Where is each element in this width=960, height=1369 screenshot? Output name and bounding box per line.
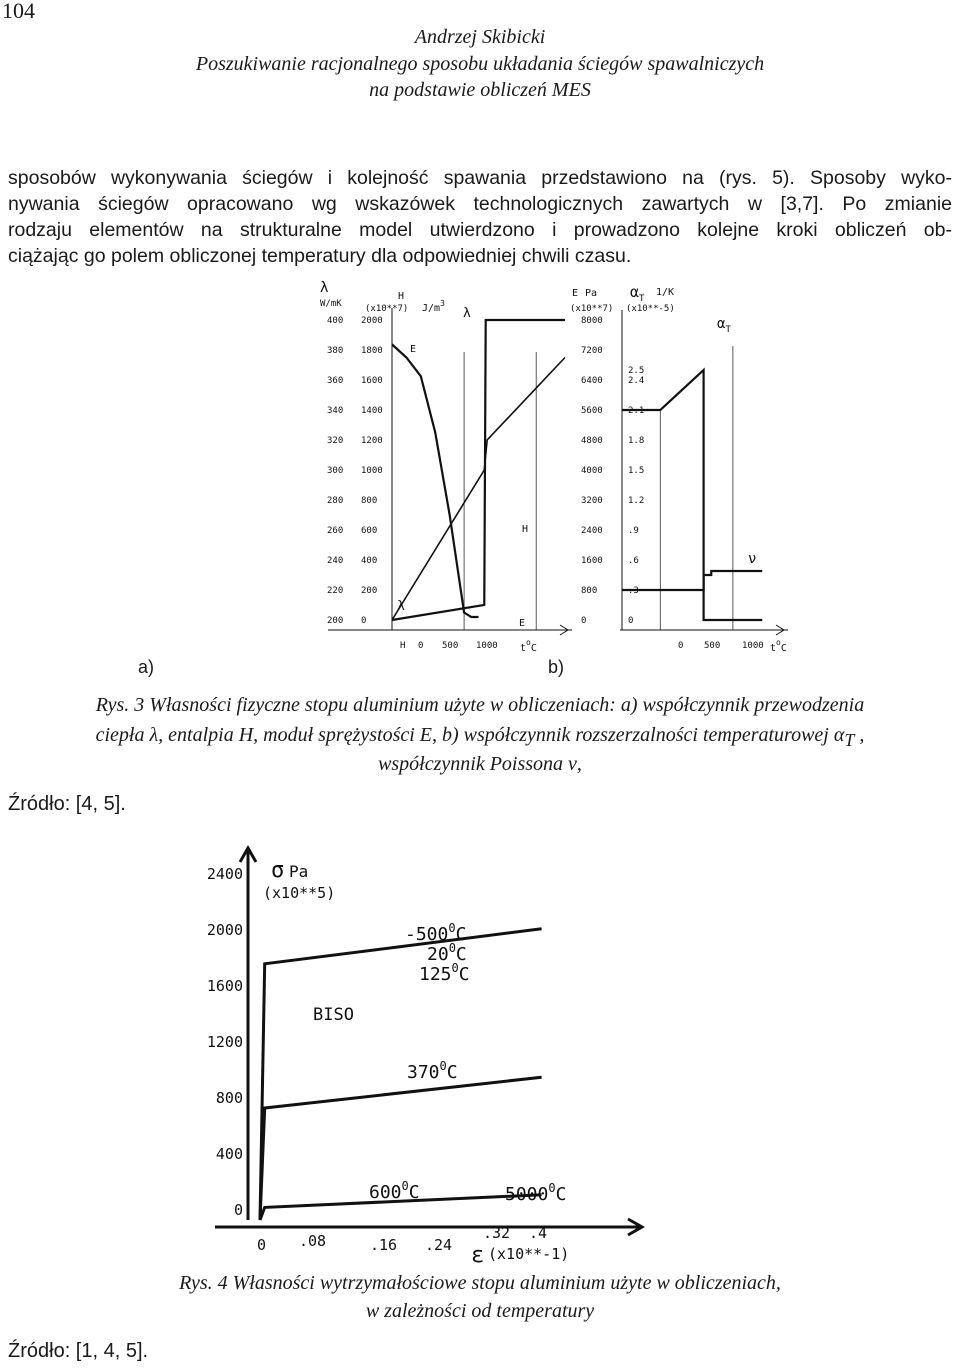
lambda-tick-label: 320 xyxy=(327,436,344,446)
lambda-tick-label: 260 xyxy=(327,526,344,536)
lambda-tick-label: 220 xyxy=(327,586,344,596)
enthalpy-tick-label: 1800 xyxy=(361,346,383,356)
figure3-panel-b-chart xyxy=(560,280,800,655)
enthalpy-tick-label: 1200 xyxy=(361,436,383,446)
E-tick-label: 2400 xyxy=(581,526,603,536)
lambda-tick-label: 240 xyxy=(327,556,344,566)
lambda-tick-label: 200 xyxy=(327,616,344,626)
E-tick-label: 3200 xyxy=(581,496,603,506)
lambda-tick-label: 280 xyxy=(327,496,344,506)
curve-label-alpha: $\alpha_T$ xyxy=(717,316,731,335)
x-tick-label: 1000 xyxy=(476,641,498,651)
alpha-tick-label: .3 xyxy=(628,586,639,596)
panel-b-label: b) xyxy=(548,657,565,677)
figure4-chart xyxy=(185,840,655,1265)
E-tick-label: 7200 xyxy=(581,346,603,356)
figure3-panel-a-chart xyxy=(310,280,580,655)
lambda-tick-label: 340 xyxy=(327,406,344,416)
y-tick-label: 0 xyxy=(233,1201,243,1219)
E-axis-unit: Pa xyxy=(585,288,598,299)
enthalpy-tick-label: 0 xyxy=(361,616,367,626)
x-tick-label: .32 xyxy=(483,1224,511,1242)
curve-label-nu: ν xyxy=(748,551,757,567)
x-tick-label: 0 xyxy=(418,641,424,651)
running-header-title-cont: na podstawie obliczeń MES xyxy=(369,79,591,101)
figure4-source: Źródło: [1, 4, 5]. xyxy=(8,1340,149,1362)
lambda-tick-label: 360 xyxy=(327,376,344,386)
body-line: sposobów wykonywania ściegów i kolejność spawania przedstawiono na (rys. 5). Sposoby wyko- xyxy=(8,167,952,189)
body-line: ciążając go polem obliczonej temperatury dla odpowiedniej chwili czasu. xyxy=(8,245,632,267)
enthalpy-tick-label: 1000 xyxy=(361,466,383,476)
x-axis-label: $t^oC$ xyxy=(520,638,537,654)
x-tick-label: 0 xyxy=(257,1236,267,1254)
enthalpy-axis-unit: $J/m^3$ xyxy=(422,299,445,314)
lambda-axis-symbol: λ xyxy=(320,280,329,296)
E-tick-label: 5600 xyxy=(581,406,603,416)
enthalpy-tick-label: 400 xyxy=(361,556,378,566)
series-E xyxy=(392,344,479,617)
temperature-label: $-500^0C$ xyxy=(405,921,467,945)
alpha-axis-symbol: $\alpha_T$ xyxy=(630,283,645,304)
figure3-caption-end: współczynnik Poissona ν, xyxy=(378,753,582,775)
alpha-tick-label: 2.5 xyxy=(628,366,645,376)
x-tick-label: .4 xyxy=(529,1224,548,1242)
biso-label: BISO xyxy=(313,1005,354,1025)
enthalpy-tick-label: 1600 xyxy=(361,376,383,386)
enthalpy-axis-symbol: H xyxy=(398,291,405,302)
E-tick-label: 1600 xyxy=(581,556,603,566)
E-tick-label: 0 xyxy=(581,616,587,626)
enthalpy-tick-label: 2000 xyxy=(361,316,383,326)
stress-strain-curve xyxy=(260,929,542,1220)
lambda-tick-label: 400 xyxy=(327,316,344,326)
x-axis-multiplier: (x10**-1) xyxy=(488,1245,570,1263)
enthalpy-tick-label: 800 xyxy=(361,496,378,506)
series-H xyxy=(392,358,565,621)
y-tick-label: 400 xyxy=(215,1145,243,1163)
alpha-tick-label: 0 xyxy=(628,616,634,626)
x-tick-label: 500 xyxy=(704,641,721,651)
body-line: nywania ściegów opracowano wg wskazówek technologicznych zawartych w [3,7]. Po zmianie xyxy=(8,193,952,215)
alpha-axis-unit: 1/K xyxy=(656,287,675,298)
enthalpy-axis-multiplier: (x10**7) xyxy=(365,304,409,314)
E-tick-label: 4800 xyxy=(581,436,603,446)
alpha-tick-label: 2.1 xyxy=(628,406,645,416)
series-nu xyxy=(622,571,762,590)
alpha-tick-label: 2.4 xyxy=(628,376,645,386)
figure4-caption: Rys. 4 Własności wytrzymałościowe stopu aluminium użyte w obliczeniach, xyxy=(179,1272,781,1294)
figure3-caption-cont: ciepła λ, entalpia H, moduł sprężystości E, b) współczynnik rozszerzalności temperaturowej $\alpha_T$ , xyxy=(95,724,865,750)
running-header-title: Poszukiwanie racjonalnego sposobu układania ściegów spawalniczych xyxy=(195,53,765,75)
alpha-tick-label: 1.8 xyxy=(628,436,645,446)
figure3-source: Źródło: [4, 5]. xyxy=(8,793,126,815)
y-axis-unit: Pa xyxy=(289,862,309,881)
alpha-tick-label: .6 xyxy=(628,556,639,566)
panel-a-label: a) xyxy=(138,657,155,677)
y-tick-label: 2400 xyxy=(206,865,243,883)
x-tick-label: 0 xyxy=(678,641,684,651)
alpha-axis-multiplier: (x10**-5) xyxy=(626,304,675,314)
x-tick-label: .08 xyxy=(299,1232,327,1250)
curve-label-lambda: λ xyxy=(397,599,405,614)
enthalpy-tick-label: 600 xyxy=(361,526,378,536)
y-axis-multiplier: (x10**5) xyxy=(263,884,336,902)
enthalpy-tick-label: 200 xyxy=(361,586,378,596)
temperature-label: 5000$^0$C xyxy=(505,1181,567,1205)
y-tick-label: 2000 xyxy=(206,921,243,939)
alpha-tick-label: 1.5 xyxy=(628,466,645,476)
enthalpy-tick-label: 1400 xyxy=(361,406,383,416)
E-axis-multiplier: (x10**7) xyxy=(570,304,614,314)
E-tick-label: 6400 xyxy=(581,376,603,386)
curve-label-E: E xyxy=(519,618,526,629)
y-axis-symbol: σ xyxy=(271,858,285,883)
lambda-tick-label: 300 xyxy=(327,466,344,476)
temperature-label: $125^0C$ xyxy=(419,961,470,985)
temperature-label: $20^0C$ xyxy=(427,941,467,965)
y-tick-label: 800 xyxy=(215,1089,243,1107)
lambda-axis-unit: W/mK xyxy=(320,299,342,309)
x-axis-symbol: ε xyxy=(471,1243,485,1265)
page-number: 104 xyxy=(2,0,35,23)
alpha-tick-label: 1.2 xyxy=(628,496,645,506)
x-tick-label: 1000 xyxy=(742,641,764,651)
figure3-caption: Rys. 3 Własności fizyczne stopu aluminium użyte w obliczeniach: a) współczynnik przewodzenia xyxy=(95,694,865,716)
curve-label-H: H xyxy=(522,524,529,535)
x-tick-label: .24 xyxy=(425,1236,453,1254)
body-line: rodzaju elementów na strukturalne model utwierdzono i prowadzono kolejne kroki obliczeń ob- xyxy=(8,219,952,241)
body-paragraph xyxy=(8,165,952,269)
series-lambda xyxy=(392,320,565,620)
y-tick-label: 1200 xyxy=(206,1033,243,1051)
running-header-author: Andrzej Skibicki xyxy=(414,26,546,48)
E-tick-label: 8000 xyxy=(581,316,603,326)
figure4-caption-cont: w zależności od temperatury xyxy=(365,1300,595,1322)
x-tick-label: .16 xyxy=(370,1236,398,1254)
x-tick-label: H xyxy=(400,641,406,651)
x-tick-label: 500 xyxy=(442,641,459,651)
curve-label-lambda: λ xyxy=(463,306,471,321)
temperature-label: $600^0C$ xyxy=(369,1179,420,1203)
E-tick-label: 800 xyxy=(581,586,598,596)
y-tick-label: 1600 xyxy=(206,977,243,995)
E-tick-label: 4000 xyxy=(581,466,603,476)
lambda-tick-label: 380 xyxy=(327,346,344,356)
x-axis-label: $t^oC$ xyxy=(770,638,787,654)
temperature-label: $370^0C$ xyxy=(407,1059,458,1083)
curve-label-E: E xyxy=(410,344,417,355)
E-axis-symbol: E xyxy=(572,288,579,299)
alpha-tick-label: .9 xyxy=(628,526,639,536)
